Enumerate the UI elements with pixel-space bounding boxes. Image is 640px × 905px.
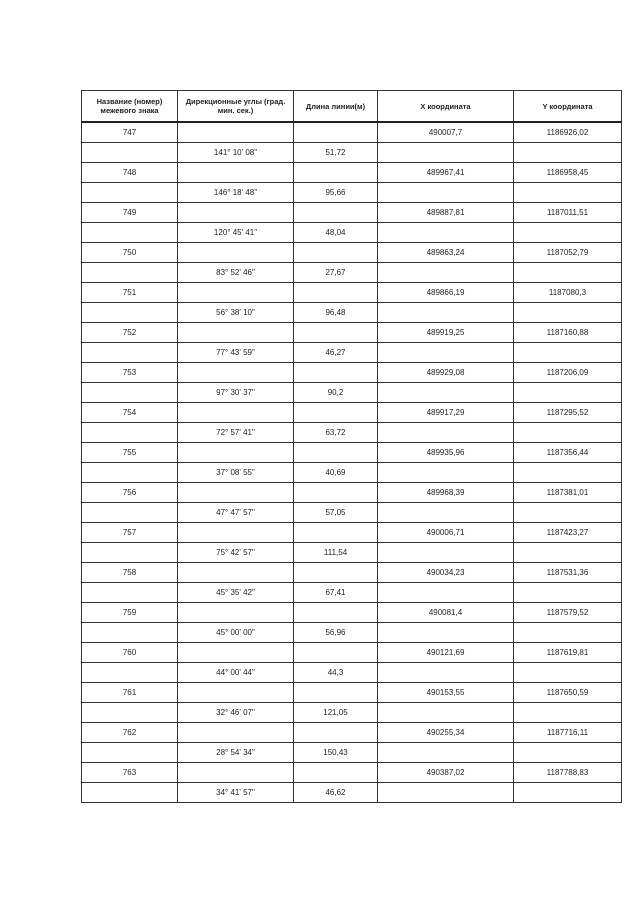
- cell-y-coordinate: 1187206,09: [514, 363, 622, 383]
- cell-marker-name: 763: [82, 763, 178, 783]
- cell-x-coordinate: 489887,81: [378, 203, 514, 223]
- cell-x-coordinate: [378, 343, 514, 363]
- cell-x-coordinate: [378, 743, 514, 763]
- segment-row: [82, 383, 622, 403]
- cell-marker-name: [82, 183, 178, 203]
- cell-y-coordinate: [514, 503, 622, 523]
- cell-y-coordinate: 1187356,44: [514, 443, 622, 463]
- cell-y-coordinate: [514, 383, 622, 403]
- cell-direction-angle: 32° 46' 07": [178, 703, 294, 723]
- cell-marker-name: 757: [82, 523, 178, 543]
- cell-line-length: [294, 643, 378, 663]
- cell-x-coordinate: 490007,7: [378, 122, 514, 143]
- cell-direction-angle: 120° 45' 41": [178, 223, 294, 243]
- cell-x-coordinate: [378, 583, 514, 603]
- cell-x-coordinate: [378, 543, 514, 563]
- cell-line-length: 90,2: [294, 383, 378, 403]
- cell-x-coordinate: 489866,19: [378, 283, 514, 303]
- cell-x-coordinate: 489968,39: [378, 483, 514, 503]
- segment-row: [82, 463, 622, 483]
- cell-direction-angle: [178, 122, 294, 143]
- cell-y-coordinate: 1187579,52: [514, 603, 622, 623]
- cell-y-coordinate: 1187650,59: [514, 683, 622, 703]
- cell-line-length: 46,62: [294, 783, 378, 803]
- cell-x-coordinate: [378, 263, 514, 283]
- marker-row: [82, 163, 622, 183]
- segment-row: [82, 783, 622, 803]
- cell-line-length: [294, 763, 378, 783]
- header-y: Y координата: [514, 91, 622, 123]
- cell-marker-name: 759: [82, 603, 178, 623]
- cell-direction-angle: 77° 43' 59": [178, 343, 294, 363]
- cell-x-coordinate: [378, 703, 514, 723]
- cell-direction-angle: 72° 57' 41": [178, 423, 294, 443]
- cell-marker-name: [82, 663, 178, 683]
- cell-y-coordinate: [514, 343, 622, 363]
- marker-row: [82, 763, 622, 783]
- cell-marker-name: 747: [82, 122, 178, 143]
- segment-row: [82, 583, 622, 603]
- cell-x-coordinate: [378, 783, 514, 803]
- cell-line-length: [294, 683, 378, 703]
- cell-direction-angle: [178, 523, 294, 543]
- cell-y-coordinate: 1187011,51: [514, 203, 622, 223]
- cell-marker-name: 762: [82, 723, 178, 743]
- cell-direction-angle: 83° 52' 46": [178, 263, 294, 283]
- cell-marker-name: [82, 743, 178, 763]
- cell-direction-angle: 146° 18' 48": [178, 183, 294, 203]
- cell-marker-name: 748: [82, 163, 178, 183]
- cell-marker-name: 752: [82, 323, 178, 343]
- cell-x-coordinate: 490121,69: [378, 643, 514, 663]
- cell-x-coordinate: 489935,96: [378, 443, 514, 463]
- cell-line-length: [294, 723, 378, 743]
- cell-marker-name: 758: [82, 563, 178, 583]
- cell-direction-angle: [178, 203, 294, 223]
- cell-line-length: [294, 283, 378, 303]
- cell-marker-name: [82, 223, 178, 243]
- cell-x-coordinate: [378, 663, 514, 683]
- marker-row: [82, 603, 622, 623]
- cell-direction-angle: [178, 443, 294, 463]
- cell-x-coordinate: [378, 463, 514, 483]
- cell-x-coordinate: 489967,41: [378, 163, 514, 183]
- cell-marker-name: [82, 263, 178, 283]
- marker-row: [82, 283, 622, 303]
- cell-line-length: [294, 323, 378, 343]
- cell-x-coordinate: [378, 183, 514, 203]
- cell-direction-angle: 56° 38' 10": [178, 303, 294, 323]
- segment-row: [82, 143, 622, 163]
- cell-y-coordinate: [514, 783, 622, 803]
- cell-y-coordinate: 1187160,88: [514, 323, 622, 343]
- table-body: [82, 122, 622, 803]
- cell-direction-angle: [178, 323, 294, 343]
- cell-direction-angle: [178, 563, 294, 583]
- cell-line-length: 96,48: [294, 303, 378, 323]
- cell-direction-angle: [178, 363, 294, 383]
- segment-row: [82, 303, 622, 323]
- marker-row: [82, 643, 622, 663]
- cell-x-coordinate: 490255,34: [378, 723, 514, 743]
- marker-row: [82, 122, 622, 143]
- cell-marker-name: [82, 583, 178, 603]
- cell-marker-name: [82, 703, 178, 723]
- segment-row: [82, 183, 622, 203]
- cell-x-coordinate: 489929,08: [378, 363, 514, 383]
- cell-y-coordinate: [514, 463, 622, 483]
- cell-direction-angle: 97° 30' 37": [178, 383, 294, 403]
- cell-direction-angle: 34° 41' 57": [178, 783, 294, 803]
- cell-direction-angle: 45° 35' 42": [178, 583, 294, 603]
- marker-row: [82, 443, 622, 463]
- cell-direction-angle: [178, 723, 294, 743]
- cell-x-coordinate: 490034,23: [378, 563, 514, 583]
- cell-y-coordinate: [514, 303, 622, 323]
- cell-marker-name: 751: [82, 283, 178, 303]
- cell-line-length: 44,3: [294, 663, 378, 683]
- cell-y-coordinate: 1187381,01: [514, 483, 622, 503]
- cell-x-coordinate: [378, 503, 514, 523]
- cell-x-coordinate: 490006,71: [378, 523, 514, 543]
- cell-direction-angle: 47° 47' 57": [178, 503, 294, 523]
- cell-line-length: 40,69: [294, 463, 378, 483]
- cell-line-length: 27,67: [294, 263, 378, 283]
- cell-marker-name: 753: [82, 363, 178, 383]
- cell-y-coordinate: 1187080,3: [514, 283, 622, 303]
- cell-line-length: [294, 443, 378, 463]
- cell-y-coordinate: 1187423,27: [514, 523, 622, 543]
- header-angle: Дирекционные углы (град. мин. сек.): [178, 91, 294, 123]
- cell-line-length: [294, 483, 378, 503]
- cell-y-coordinate: [514, 743, 622, 763]
- segment-row: [82, 423, 622, 443]
- cell-direction-angle: [178, 603, 294, 623]
- header-length: Длина линии(м): [294, 91, 378, 123]
- marker-row: [82, 363, 622, 383]
- marker-row: [82, 203, 622, 223]
- cell-marker-name: [82, 303, 178, 323]
- cell-x-coordinate: 490081,4: [378, 603, 514, 623]
- cell-y-coordinate: 1187531,36: [514, 563, 622, 583]
- cell-line-length: 63,72: [294, 423, 378, 443]
- cell-x-coordinate: [378, 623, 514, 643]
- cell-direction-angle: 28° 54' 34": [178, 743, 294, 763]
- header-x: X координата: [378, 91, 514, 123]
- cell-y-coordinate: 1186926,02: [514, 122, 622, 143]
- segment-row: [82, 543, 622, 563]
- cell-line-length: 51,72: [294, 143, 378, 163]
- cell-line-length: 46,27: [294, 343, 378, 363]
- cell-direction-angle: [178, 483, 294, 503]
- cell-y-coordinate: 1187788,83: [514, 763, 622, 783]
- cell-direction-angle: 37° 08' 55": [178, 463, 294, 483]
- table-header: [82, 91, 622, 123]
- cell-y-coordinate: [514, 143, 622, 163]
- cell-x-coordinate: [378, 303, 514, 323]
- segment-row: [82, 263, 622, 283]
- segment-row: [82, 743, 622, 763]
- cell-x-coordinate: 490387,02: [378, 763, 514, 783]
- cell-direction-angle: 44° 00' 44": [178, 663, 294, 683]
- marker-row: [82, 723, 622, 743]
- cell-y-coordinate: [514, 263, 622, 283]
- cell-marker-name: [82, 383, 178, 403]
- cell-y-coordinate: [514, 423, 622, 443]
- cell-line-length: [294, 122, 378, 143]
- cell-marker-name: [82, 423, 178, 443]
- cell-line-length: 57,05: [294, 503, 378, 523]
- cell-y-coordinate: [514, 543, 622, 563]
- segment-row: [82, 703, 622, 723]
- segment-row: [82, 503, 622, 523]
- marker-row: [82, 563, 622, 583]
- cell-marker-name: [82, 783, 178, 803]
- cell-line-length: [294, 203, 378, 223]
- marker-row: [82, 683, 622, 703]
- cell-x-coordinate: 489919,25: [378, 323, 514, 343]
- cell-line-length: 150,43: [294, 743, 378, 763]
- cell-direction-angle: [178, 763, 294, 783]
- cell-marker-name: [82, 143, 178, 163]
- cell-x-coordinate: 489917,29: [378, 403, 514, 423]
- cell-x-coordinate: [378, 143, 514, 163]
- cell-marker-name: 754: [82, 403, 178, 423]
- segment-row: [82, 623, 622, 643]
- cell-direction-angle: [178, 403, 294, 423]
- cell-y-coordinate: 1186958,45: [514, 163, 622, 183]
- cell-line-length: [294, 563, 378, 583]
- cell-marker-name: 749: [82, 203, 178, 223]
- segment-row: [82, 663, 622, 683]
- cell-direction-angle: 141° 10' 08": [178, 143, 294, 163]
- marker-row: [82, 403, 622, 423]
- segment-row: [82, 343, 622, 363]
- cell-line-length: [294, 243, 378, 263]
- marker-row: [82, 483, 622, 503]
- cell-y-coordinate: [514, 583, 622, 603]
- cell-marker-name: 756: [82, 483, 178, 503]
- cell-direction-angle: [178, 283, 294, 303]
- cell-marker-name: 755: [82, 443, 178, 463]
- cell-line-length: [294, 363, 378, 383]
- coordinates-table: [81, 90, 622, 803]
- marker-row: [82, 523, 622, 543]
- cell-x-coordinate: [378, 423, 514, 443]
- cell-y-coordinate: 1187295,52: [514, 403, 622, 423]
- cell-y-coordinate: [514, 223, 622, 243]
- cell-line-length: [294, 603, 378, 623]
- cell-y-coordinate: 1187619,81: [514, 643, 622, 663]
- cell-x-coordinate: [378, 223, 514, 243]
- cell-marker-name: 750: [82, 243, 178, 263]
- cell-direction-angle: 75° 42' 57": [178, 543, 294, 563]
- marker-row: [82, 323, 622, 343]
- marker-row: [82, 243, 622, 263]
- cell-line-length: [294, 163, 378, 183]
- cell-line-length: 56,96: [294, 623, 378, 643]
- cell-marker-name: 760: [82, 643, 178, 663]
- cell-x-coordinate: 490153,55: [378, 683, 514, 703]
- cell-y-coordinate: 1187716,11: [514, 723, 622, 743]
- cell-line-length: 48,04: [294, 223, 378, 243]
- cell-direction-angle: [178, 683, 294, 703]
- cell-y-coordinate: [514, 703, 622, 723]
- cell-marker-name: [82, 463, 178, 483]
- cell-marker-name: [82, 503, 178, 523]
- cell-direction-angle: [178, 643, 294, 663]
- cell-line-length: 67,41: [294, 583, 378, 603]
- cell-y-coordinate: [514, 663, 622, 683]
- header-name: Название (номер) межевого знака: [82, 91, 178, 123]
- cell-direction-angle: [178, 163, 294, 183]
- cell-line-length: 95,66: [294, 183, 378, 203]
- cell-marker-name: [82, 623, 178, 643]
- cell-line-length: [294, 523, 378, 543]
- cell-y-coordinate: [514, 183, 622, 203]
- cell-marker-name: 761: [82, 683, 178, 703]
- cell-y-coordinate: [514, 623, 622, 643]
- cell-direction-angle: 45° 00' 00": [178, 623, 294, 643]
- cell-y-coordinate: 1187052,79: [514, 243, 622, 263]
- cell-line-length: [294, 403, 378, 423]
- cell-marker-name: [82, 543, 178, 563]
- cell-line-length: 121,05: [294, 703, 378, 723]
- cell-line-length: 111,54: [294, 543, 378, 563]
- cell-direction-angle: [178, 243, 294, 263]
- cell-x-coordinate: [378, 383, 514, 403]
- segment-row: [82, 223, 622, 243]
- cell-x-coordinate: 489863,24: [378, 243, 514, 263]
- cell-marker-name: [82, 343, 178, 363]
